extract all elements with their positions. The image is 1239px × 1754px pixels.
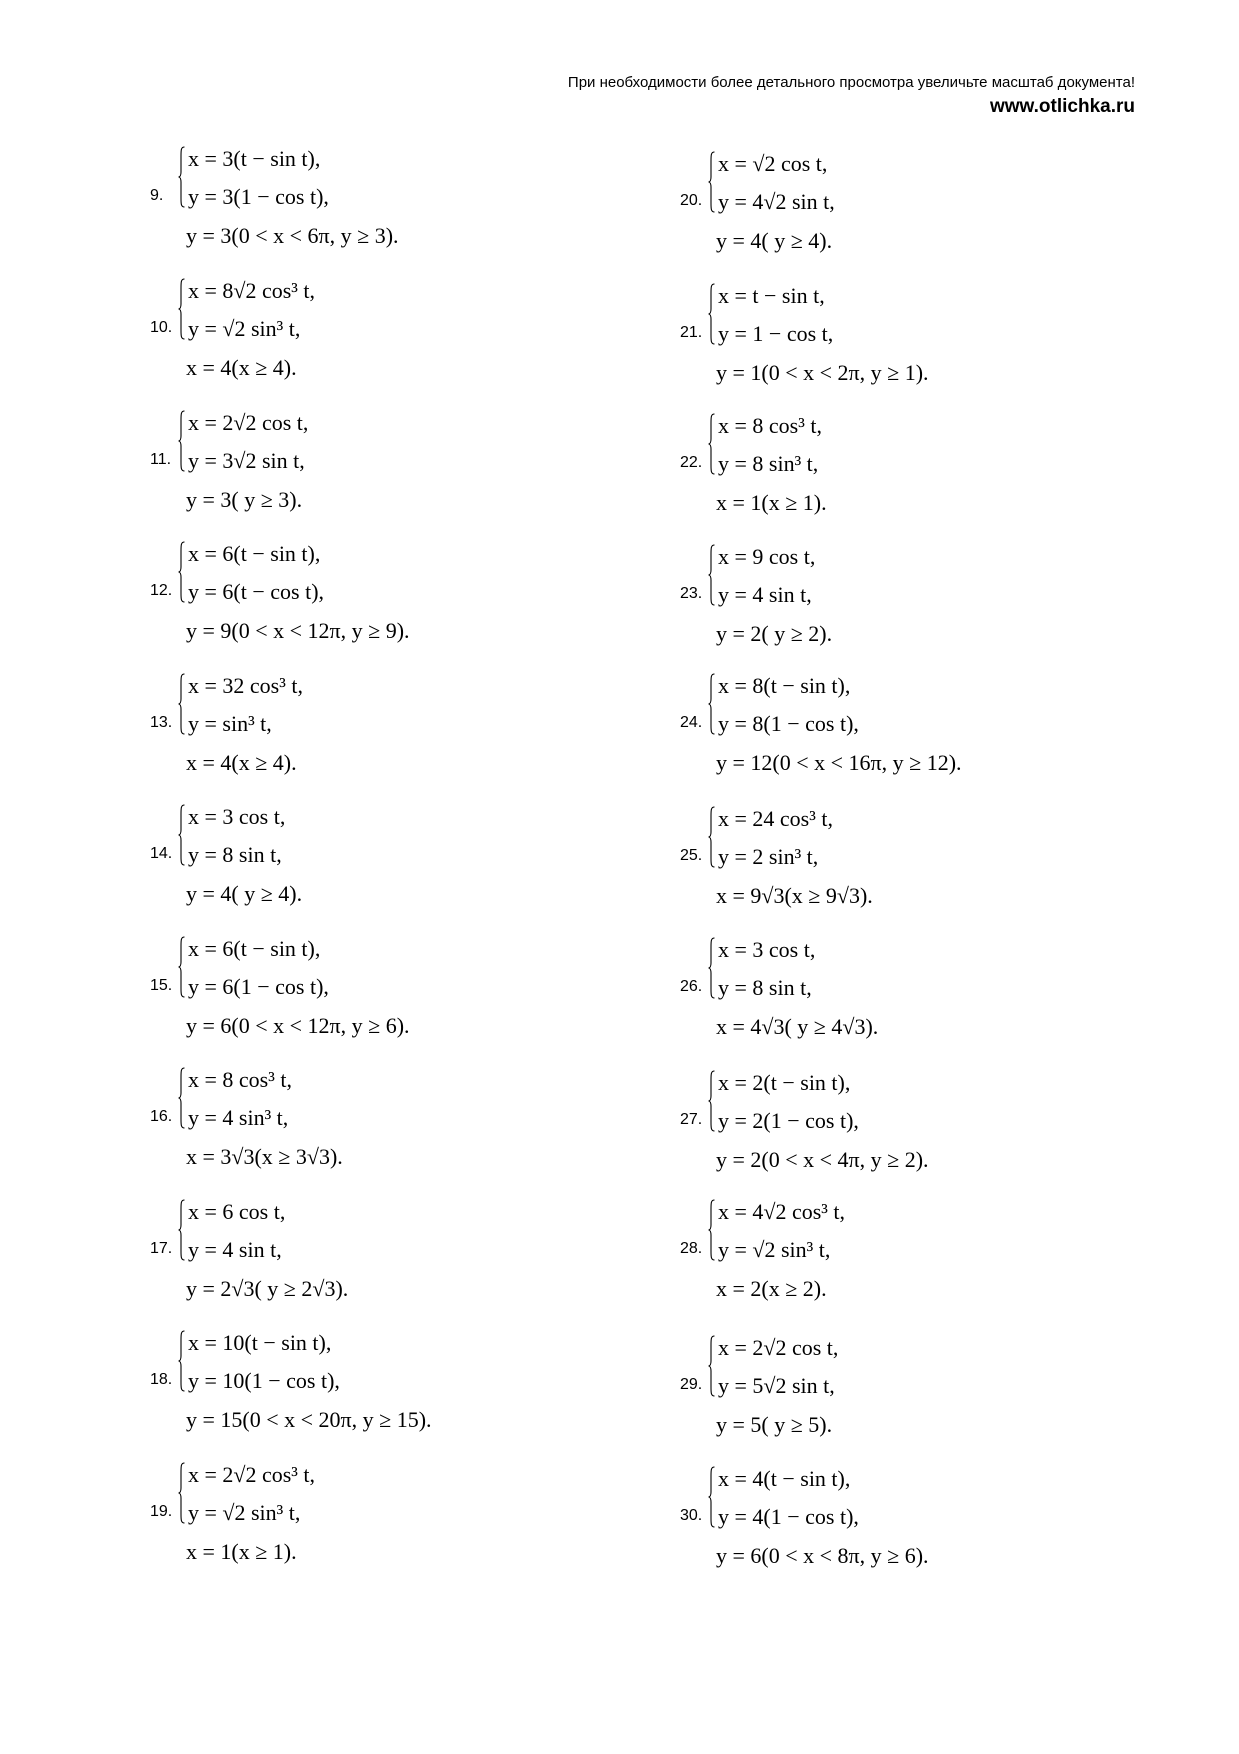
brace-icon bbox=[178, 278, 185, 340]
equation-y: y = √2 sin³ t, bbox=[718, 1237, 831, 1262]
problem-number: 24. bbox=[680, 714, 703, 731]
problem-item bbox=[680, 534, 1239, 654]
problem-number: 12. bbox=[150, 582, 173, 599]
equation-y: y = 8(1 − cos t), bbox=[718, 711, 859, 736]
brace-icon bbox=[178, 541, 185, 603]
problem-number: 25. bbox=[680, 847, 703, 864]
equation-line: y = 1(0 < x < 2π, y ≥ 1). bbox=[716, 360, 929, 385]
problem-number: 29. bbox=[680, 1376, 703, 1393]
equation-y: y = 8 sin t, bbox=[188, 842, 282, 867]
brace-icon bbox=[708, 1466, 715, 1528]
problem-item bbox=[680, 1325, 1239, 1445]
problem-number: 21. bbox=[680, 324, 703, 341]
problem-item bbox=[680, 663, 1239, 783]
equation-line: y = 6(0 < x < 8π, y ≥ 6). bbox=[716, 1543, 929, 1568]
problem-number: 30. bbox=[680, 1507, 703, 1524]
problem-item bbox=[680, 796, 1239, 916]
equation-y: y = 4 sin t, bbox=[718, 582, 812, 607]
equation-y: y = 8 sin t, bbox=[718, 975, 812, 1000]
equation-line: x = 3√3(x ≥ 3√3). bbox=[186, 1144, 343, 1169]
brace-icon bbox=[708, 806, 715, 868]
equation-x: x = 6(t − sin t), bbox=[188, 936, 321, 961]
equation-y: y = 6(1 − cos t), bbox=[188, 974, 329, 999]
brace-icon bbox=[708, 413, 715, 475]
equation-y: y = 10(1 − cos t), bbox=[188, 1368, 340, 1393]
equation-line: y = 2√3( y ≥ 2√3). bbox=[186, 1276, 349, 1301]
equation-y: y = sin³ t, bbox=[188, 711, 272, 736]
problem-item bbox=[680, 273, 1239, 393]
equation-y: y = 5√2 sin t, bbox=[718, 1373, 835, 1398]
equation-line: x = 2(x ≥ 2). bbox=[716, 1276, 827, 1301]
equation-line: x = 1(x ≥ 1). bbox=[716, 490, 827, 515]
problem-item bbox=[150, 1189, 710, 1309]
problem-item bbox=[680, 1189, 1239, 1309]
equation-line: x = 4√3( y ≥ 4√3). bbox=[716, 1014, 879, 1039]
problem-item bbox=[150, 1057, 710, 1177]
equation-line: y = 15(0 < x < 20π, y ≥ 15). bbox=[186, 1407, 432, 1432]
problem-item bbox=[150, 926, 710, 1046]
equation-x: x = 6 cos t, bbox=[188, 1199, 286, 1224]
equation-x: x = 2√2 cos³ t, bbox=[188, 1462, 316, 1487]
brace-icon bbox=[178, 1330, 185, 1392]
brace-icon bbox=[178, 804, 185, 866]
problem-item bbox=[150, 136, 710, 256]
problem-number: 20. bbox=[680, 192, 703, 209]
equation-x: x = 10(t − sin t), bbox=[188, 1330, 332, 1355]
equation-x: x = 9 cos t, bbox=[718, 544, 816, 569]
equation-line: y = 2(0 < x < 4π, y ≥ 2). bbox=[716, 1147, 929, 1172]
brace-icon bbox=[708, 937, 715, 999]
problem-number: 14. bbox=[150, 845, 173, 862]
equation-y: y = 4 sin t, bbox=[188, 1237, 282, 1262]
equation-y: y = 4√2 sin t, bbox=[718, 189, 835, 214]
problem-item bbox=[680, 141, 1239, 261]
equation-x: x = 8√2 cos³ t, bbox=[188, 278, 316, 303]
equation-x: x = 8 cos³ t, bbox=[188, 1067, 292, 1092]
brace-icon bbox=[708, 1199, 715, 1261]
header-site: www.otlichka.ru bbox=[990, 96, 1135, 117]
equation-line: y = 3( y ≥ 3). bbox=[186, 487, 303, 512]
equation-x: x = 8 cos³ t, bbox=[718, 413, 822, 438]
equation-line: x = 4(x ≥ 4). bbox=[186, 750, 297, 775]
equation-line: y = 5( y ≥ 5). bbox=[716, 1412, 833, 1437]
equation-y: y = 3(1 − cos t), bbox=[188, 184, 329, 209]
problem-item bbox=[150, 1452, 710, 1572]
problem-item bbox=[680, 927, 1239, 1047]
header-note: При необходимости более детального просмотра увеличьте масштаб документа! bbox=[567, 74, 1135, 91]
equation-line: x = 1(x ≥ 1). bbox=[186, 1539, 297, 1564]
problem-number: 18. bbox=[150, 1371, 173, 1388]
problem-number: 26. bbox=[680, 978, 703, 995]
brace-icon bbox=[178, 146, 185, 208]
equation-x: x = 2(t − sin t), bbox=[718, 1070, 851, 1095]
problem-number: 9. bbox=[150, 187, 164, 204]
problem-number: 22. bbox=[680, 454, 703, 471]
problem-number: 10. bbox=[150, 319, 173, 336]
equation-line: x = 4(x ≥ 4). bbox=[186, 355, 297, 380]
brace-icon bbox=[178, 1067, 185, 1129]
problem-item bbox=[680, 403, 1239, 523]
equation-y: y = 3√2 sin t, bbox=[188, 448, 305, 473]
equation-y: y = √2 sin³ t, bbox=[188, 1500, 301, 1525]
brace-icon bbox=[178, 1199, 185, 1261]
problem-item bbox=[680, 1456, 1239, 1576]
problem-number: 15. bbox=[150, 977, 173, 994]
equation-x: x = 3 cos t, bbox=[718, 937, 816, 962]
equation-x: x = 24 cos³ t, bbox=[718, 806, 833, 831]
equation-x: x = 32 cos³ t, bbox=[188, 673, 303, 698]
equation-line: y = 12(0 < x < 16π, y ≥ 12). bbox=[716, 750, 962, 775]
problem-number: 17. bbox=[150, 1240, 173, 1257]
problem-item bbox=[680, 1060, 1239, 1180]
problem-number: 27. bbox=[680, 1111, 703, 1128]
equation-x: x = 2√2 cos t, bbox=[718, 1335, 839, 1360]
equation-y: y = 4(1 − cos t), bbox=[718, 1504, 859, 1529]
equation-x: x = 3(t − sin t), bbox=[188, 146, 321, 171]
brace-icon bbox=[708, 283, 715, 345]
equation-x: x = t − sin t, bbox=[718, 283, 825, 308]
problem-item bbox=[150, 1320, 710, 1440]
problem-number: 11. bbox=[150, 451, 172, 468]
equation-x: x = 6(t − sin t), bbox=[188, 541, 321, 566]
equation-line: y = 2( y ≥ 2). bbox=[716, 621, 833, 646]
problem-number: 13. bbox=[150, 714, 173, 731]
equation-x: x = 8(t − sin t), bbox=[718, 673, 851, 698]
brace-icon bbox=[708, 673, 715, 735]
equation-x: x = 3 cos t, bbox=[188, 804, 286, 829]
brace-icon bbox=[178, 1462, 185, 1524]
equation-y: y = 6(t − cos t), bbox=[188, 579, 325, 604]
problem-item bbox=[150, 794, 710, 914]
brace-icon bbox=[708, 151, 715, 213]
problem-number: 28. bbox=[680, 1240, 703, 1257]
equation-y: y = 8 sin³ t, bbox=[718, 451, 819, 476]
brace-icon bbox=[708, 1335, 715, 1397]
equation-y: y = 1 − cos t, bbox=[718, 321, 834, 346]
equation-line: y = 4( y ≥ 4). bbox=[186, 881, 303, 906]
brace-icon bbox=[708, 1070, 715, 1132]
equation-line: y = 3(0 < x < 6π, y ≥ 3). bbox=[186, 223, 399, 248]
brace-icon bbox=[178, 410, 185, 472]
equation-line: y = 6(0 < x < 12π, y ≥ 6). bbox=[186, 1013, 410, 1038]
equation-y: y = 2 sin³ t, bbox=[718, 844, 819, 869]
equation-line: y = 9(0 < x < 12π, y ≥ 9). bbox=[186, 618, 410, 643]
problem-number: 16. bbox=[150, 1108, 173, 1125]
equation-x: x = 4(t − sin t), bbox=[718, 1466, 851, 1491]
equation-y: y = √2 sin³ t, bbox=[188, 316, 301, 341]
equation-x: x = 4√2 cos³ t, bbox=[718, 1199, 846, 1224]
equation-line: y = 4( y ≥ 4). bbox=[716, 228, 833, 253]
brace-icon bbox=[708, 544, 715, 606]
equation-line: x = 9√3(x ≥ 9√3). bbox=[716, 883, 873, 908]
problem-item bbox=[150, 268, 710, 388]
problem-item bbox=[150, 663, 710, 783]
equation-y: y = 4 sin³ t, bbox=[188, 1105, 289, 1130]
brace-icon bbox=[178, 673, 185, 735]
equation-y: y = 2(1 − cos t), bbox=[718, 1108, 859, 1133]
problem-item bbox=[150, 400, 710, 520]
brace-icon bbox=[178, 936, 185, 998]
problem-number: 19. bbox=[150, 1503, 173, 1520]
problem-number: 23. bbox=[680, 585, 703, 602]
equation-x: x = 2√2 cos t, bbox=[188, 410, 309, 435]
problem-item bbox=[150, 531, 710, 651]
equation-x: x = √2 cos t, bbox=[718, 151, 828, 176]
